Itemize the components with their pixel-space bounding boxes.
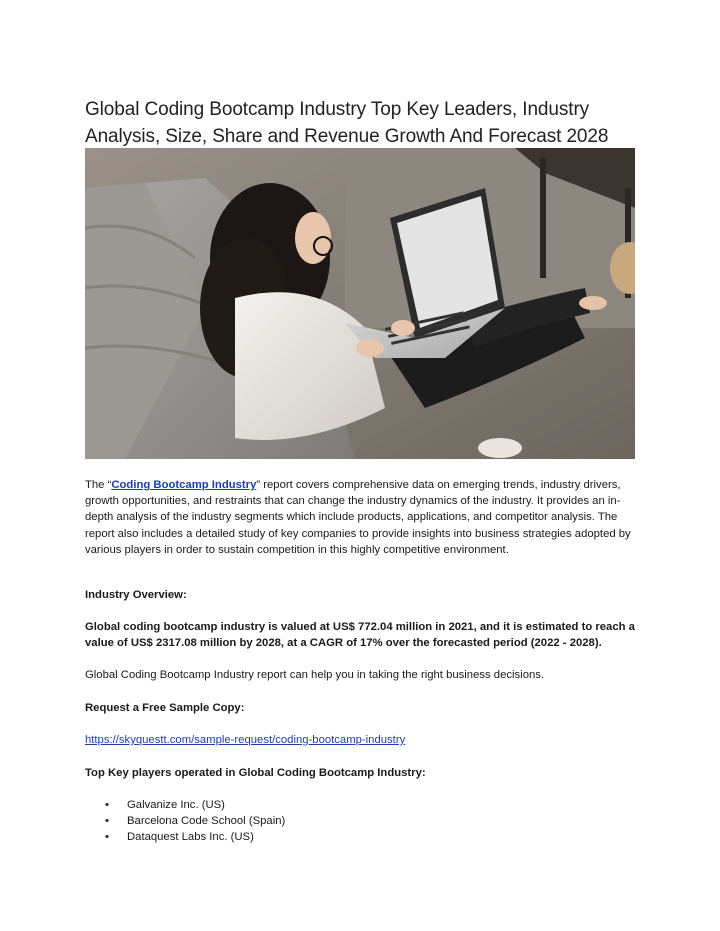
players-list <box>85 797 285 846</box>
sample-request-link[interactable]: https://skyquestt.com/sample-request/coding-bootcamp-industry <box>85 734 406 746</box>
sample-heading: Request a Free Sample Copy: <box>85 702 245 714</box>
overview-text: Global coding bootcamp industry is valued at US$ 772.04 million in 2021, and it is estimated to reach a value of US$ 2317.08 million by 2028, at a CAGR of 17% over the forecasted period (2022 - 2028). <box>85 621 635 650</box>
overview-heading: Industry Overview: <box>85 589 187 601</box>
list-item <box>85 829 285 845</box>
intro-prefix: The “ <box>85 479 112 491</box>
list-item <box>85 797 285 813</box>
players-heading: Top Key players operated in Global Coding Bootcamp Industry: <box>85 767 426 779</box>
coding-bootcamp-link[interactable]: Coding Bootcamp Industry <box>111 479 257 491</box>
hero-photo <box>85 148 635 459</box>
intro-suffix: ” report covers comprehensive data on emerging trends, industry drivers, growth opportunities, and restraints that can change the industry dynamics of the industry. It provides an in-depth analysis of the industry segments which include products, applications, and competitor analysis. The report also includes a detailed study of key companies to provide insights into business strategies adopted by various players in order to sustain competition in this highly competitive environment. <box>85 479 631 556</box>
player-name: Barcelona Code School (Spain) <box>127 815 286 828</box>
decision-text: Global Coding Bootcamp Industry report can help you in taking the right business decisions. <box>85 669 545 681</box>
bullet-icon: • <box>105 831 109 844</box>
player-name: Dataquest Labs Inc. (US) <box>127 831 254 844</box>
page-title: Global Coding Bootcamp Industry Top Key Leaders, Industry Analysis, Size, Share and Revenue Growth And Forecast 2028 <box>85 99 609 147</box>
bullet-icon: • <box>105 799 109 811</box>
player-name: Galvanize Inc. (US) <box>127 799 225 811</box>
bullet-icon: • <box>105 815 109 828</box>
woman-laptop-photo <box>85 148 635 459</box>
intro-paragraph <box>85 477 640 558</box>
list-item <box>85 813 285 829</box>
